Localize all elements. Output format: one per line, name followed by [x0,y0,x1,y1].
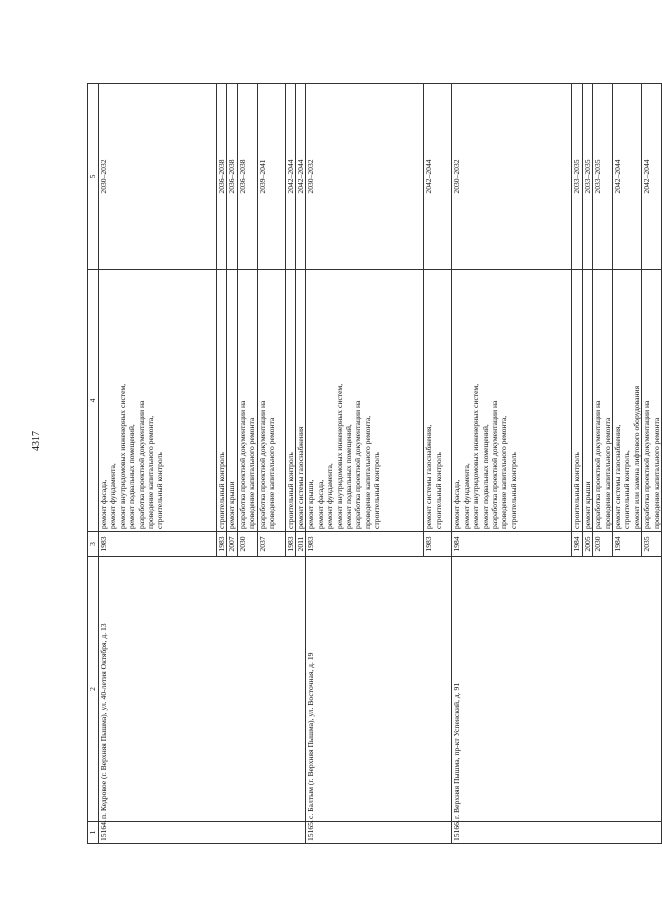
works-cell [593,270,613,532]
work-item: ремонт фасада, [452,479,462,529]
works-cell [613,270,642,532]
work-item: проведение капитального ремонта, [146,415,156,529]
work-item: проведение капитального ремонта [651,417,661,529]
work-item: ремонт фасада, [99,479,108,529]
year-cell: 1984 [613,532,642,557]
work-item: разработка проектной документации на [237,400,247,529]
table-row [99,84,217,844]
year-cell: 2037 [257,532,285,557]
works-cell [306,270,424,532]
building-address: г. Верхняя Пышма, пр-кт Успенский, д. 91 [452,557,662,822]
works-cell [424,270,452,532]
header-row [88,84,99,844]
works-cell [217,270,227,532]
period-cell: 2036–2038 [227,84,237,270]
period-cell: 2042–2044 [285,84,295,270]
row-number: 15164. [99,822,306,844]
work-item: проведение капитального ремонта [267,417,277,529]
period-cell: 2033–2035 [593,84,613,270]
works-cell [642,270,662,532]
year-cell: 2035 [642,532,662,557]
period-cell: 2036–2038 [237,84,257,270]
year-cell: 1983 [306,532,424,557]
work-item: строительный контроль [155,452,165,529]
work-item: проведение капитального ремонта, [499,415,509,529]
work-item: строительный контроль [372,452,382,529]
works-cell [257,270,285,532]
work-item: строительный контроль [572,452,582,529]
work-item: ремонт фасада, [315,479,325,529]
works-cell [582,270,592,532]
works-cell [452,270,572,532]
work-item: строительный контроль [508,452,518,529]
work-item: ремонт фундамента, [325,463,335,529]
period-cell: 2039–2041 [257,84,285,270]
work-item: проведение капитального ремонта, [362,415,372,529]
work-item: ремонт системы газоснабжения, [424,424,434,529]
header-col-4: 4 [88,270,99,532]
row-number: 15166. [452,822,662,844]
period-cell: 2030–2032 [452,84,572,270]
work-item: ремонт подвальных помещений, [344,424,354,529]
year-cell: 1983 [285,532,295,557]
work-item: разработка проектной документации на [136,400,146,529]
header-col-1: 1 [88,822,99,844]
works-cell [227,270,237,532]
building-address: п. Кедровое (г. Верхняя Пышма), ул. 40-летия Октября, д. 13 [99,557,306,822]
year-cell: 1984 [572,532,582,557]
work-item: ремонт внутридомовых инженерных систем, [117,383,127,529]
work-item: ремонт фундамента, [108,463,118,529]
works-cell [572,270,582,532]
repair-schedule-table [87,83,662,844]
row-number: 15165. [306,822,452,844]
work-item: разработка проектной документации на [642,400,652,529]
work-item: ремонт крыши, [306,479,316,529]
work-item: ремонт внутридомовых инженерных систем, [471,383,481,529]
work-item: ремонт системы газоснабжения, [613,424,623,529]
work-item: ремонт крыши [582,481,592,529]
work-item: строительный контроль [217,452,226,529]
period-cell: 2042–2044 [642,84,662,270]
building-address: с. Балтым (г. Верхняя Пышма), ул. Восточная, д. 19 [306,557,452,822]
period-cell: 2030–2032 [99,84,217,270]
year-cell: 1983 [424,532,452,557]
period-cell: 2036–2038 [217,84,227,270]
period-cell: 2030–2032 [306,84,424,270]
work-item: разработка проектной документации на [490,400,500,529]
work-item: разработка проектной документации на [257,400,267,529]
period-cell: 2042–2044 [424,84,452,270]
work-item: ремонт подвальных помещений, [480,424,490,529]
works-cell [237,270,257,532]
work-item: разработка проектной документации на [353,400,363,529]
year-cell: 2007 [227,532,237,557]
work-item: ремонт фундамента, [461,463,471,529]
year-cell: 2011 [296,532,306,557]
works-cell [285,270,295,532]
header-col-2: 2 [88,557,99,822]
year-cell: 1983 [217,532,227,557]
rotated-page [87,84,661,844]
work-item: ремонт подвальных помещений, [127,424,137,529]
year-cell: 1984 [452,532,572,557]
work-item: ремонт крыши [227,481,237,529]
table-row [452,84,572,844]
header-col-5: 5 [88,84,99,270]
period-cell: 2033–2035 [572,84,582,270]
work-item: ремонт системы газоснабжения [296,426,306,529]
year-cell: 2005 [582,532,592,557]
work-item: строительный контроль, [622,450,632,529]
year-cell: 2030 [593,532,613,557]
works-cell [99,270,217,532]
work-item: строительный контроль [433,452,443,529]
page-number: 4317 [31,431,42,451]
period-cell: 2042–2044 [613,84,642,270]
work-item: ремонт или замена лифтового оборудования [631,385,641,529]
period-cell: 2033–2035 [582,84,592,270]
work-item: строительный контроль [285,452,295,529]
year-cell: 2030 [237,532,257,557]
period-cell: 2042–2044 [296,84,306,270]
year-cell: 1983 [99,532,217,557]
work-item: ремонт внутридомовых инженерных систем, [334,383,344,529]
work-item: разработка проектной документации на [593,400,603,529]
table-row [306,84,424,844]
works-cell [296,270,306,532]
work-item: проведение капитального ремонта [247,417,257,529]
header-col-3: 3 [88,532,99,557]
work-item: проведение капитального ремонта [602,417,612,529]
